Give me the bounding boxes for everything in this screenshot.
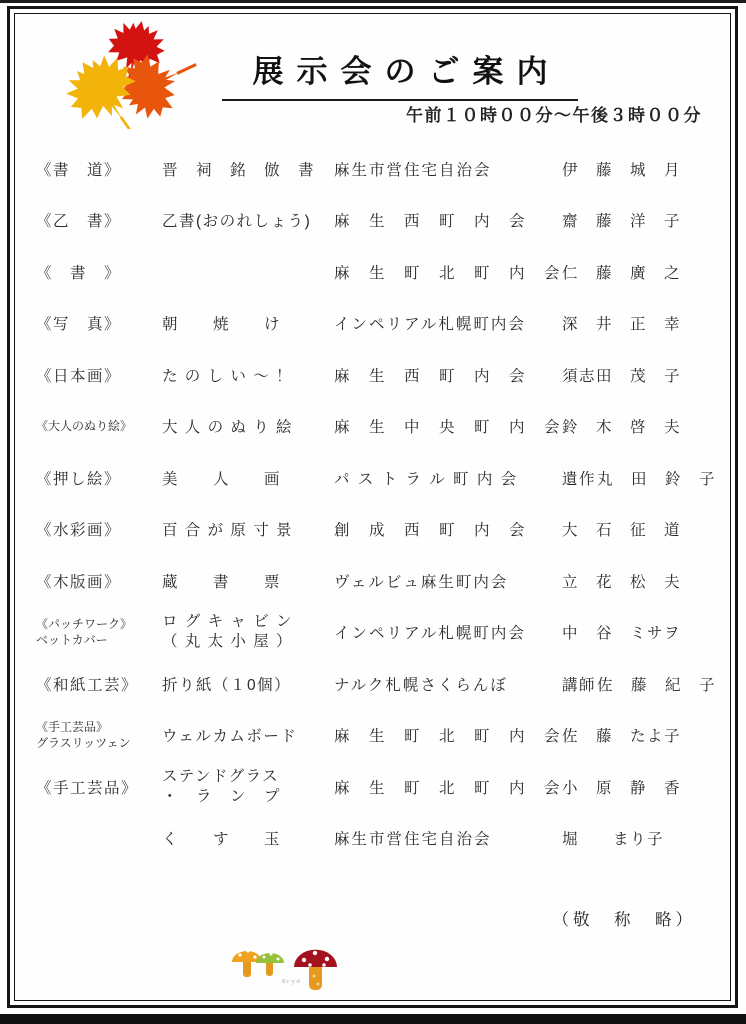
artist-name-text: 須志田 茂 子: [562, 367, 682, 385]
category-cell: [36, 261, 162, 283]
work-title-cell: [162, 612, 334, 652]
category-text: 《日本画》: [36, 367, 122, 385]
maple-leaves-icon: [52, 14, 202, 129]
category-cell: [36, 518, 162, 540]
association-cell: 麻 生 西 町 内 会: [334, 367, 527, 385]
small-orange-mushroom: [232, 949, 262, 977]
artist-name-text: 中 谷 ミサヲ: [562, 625, 682, 643]
category-cell: [36, 158, 162, 180]
association-cell: ヴェルビュ麻生町内会: [334, 573, 509, 591]
work-title-line2: ・ ラ ン プ: [162, 787, 282, 805]
work-title-cell: [162, 518, 334, 540]
association-cell: 麻 生 町 北 町 内 会: [334, 779, 562, 797]
artist-name-cell: [556, 776, 712, 798]
scan-edge-top: [0, 0, 746, 3]
table-row: [36, 761, 712, 813]
category-cell: [36, 673, 162, 695]
association-cell: インペリアル札幌町内会: [334, 316, 526, 334]
artist-name-cell: [556, 621, 712, 643]
work-title-line2: （ 丸 太 小 屋 ）: [162, 633, 294, 651]
table-row: [36, 195, 712, 247]
work-title-cell: [162, 827, 334, 849]
work-title-cell: [162, 158, 334, 180]
artist-name-cell: [556, 364, 712, 386]
work-title-cell: [162, 724, 334, 746]
category-text: 《水彩画》: [36, 522, 122, 540]
table-row: [36, 298, 712, 350]
work-title-text: た の し い ～ ！: [162, 367, 294, 385]
artist-name-text: 佐 藤 たよ子: [562, 728, 682, 746]
table-row: [36, 658, 717, 710]
artist-name-cell: [556, 518, 712, 540]
artist-name-text: 大 石 征 道: [562, 522, 682, 540]
work-title-text: 美 人 画: [162, 470, 282, 488]
category-text-line2: グラスリッツェン: [36, 736, 131, 751]
small-green-mushroom: [256, 953, 284, 977]
table-row: [36, 452, 717, 504]
category-text: 《乙 書》: [36, 213, 122, 231]
work-title-cell: [162, 364, 334, 386]
association-cell: 麻 生 中 央 町 内 会: [334, 419, 562, 437]
category-text: 《手工芸品》: [36, 779, 139, 797]
association-cell: パ ス ト ラ ル 町 内 会: [334, 470, 519, 488]
category-text: 《大人のぬり絵》: [36, 419, 133, 434]
category-cell: [36, 312, 162, 334]
table-row: [36, 607, 712, 659]
category-cell: [36, 776, 162, 798]
category-cell: [36, 209, 162, 231]
category-text: 《パッチワーク》: [36, 617, 133, 632]
artist-name-text: 小 原 静 香: [562, 779, 682, 797]
table-row: [36, 246, 712, 298]
association-cell: 創 成 西 町 内 会: [334, 522, 527, 540]
table-row: [36, 143, 712, 195]
category-text: 《押し絵》: [36, 470, 122, 488]
work-title-text: ステンドグラス: [162, 767, 280, 785]
artist-name-text: 佐 藤 紀 子: [597, 676, 717, 694]
table-row: [36, 349, 712, 401]
work-title-text: 蔵 書 票: [162, 573, 282, 591]
category-text: 《写 真》: [36, 316, 122, 334]
table-row: [36, 504, 712, 556]
work-title-text: ウェルカムボード: [162, 728, 298, 746]
category-text: 《和紙工芸》: [36, 676, 139, 694]
artist-name-text: 立 花 松 夫: [562, 573, 682, 591]
work-title-text: 朝 焼 け: [162, 316, 282, 334]
artist-name-text: 仁 藤 廣 之: [562, 264, 682, 282]
table-row: [36, 813, 712, 865]
work-title-cell: [162, 570, 334, 592]
category-text-line2: ベットカバー: [36, 633, 108, 648]
association-cell: 麻生市営住宅自治会: [334, 831, 492, 849]
category-cell: [36, 616, 162, 648]
association-cell: インペリアル札幌町内会: [334, 625, 526, 643]
artist-name-cell: [556, 673, 716, 695]
artist-name-cell: [556, 724, 712, 746]
work-title-cell: [162, 467, 334, 489]
artist-name-text: 堀 まり子: [562, 831, 665, 849]
artist-name-text: 深 井 正 幸: [562, 316, 682, 334]
work-title-text: ロ グ キ ャ ビ ン: [162, 613, 294, 631]
work-title-text: 晋 祠 銘 倣 書: [162, 161, 316, 179]
work-title-cell: [162, 415, 334, 437]
honorifics-omitted-note: （敬 称 略）: [552, 911, 696, 929]
artist-name-cell: [556, 570, 712, 592]
table-row: [36, 555, 712, 607]
category-text: 《木版画》: [36, 573, 122, 591]
category-text: 《 書 》: [36, 264, 122, 282]
artist-name-text: 丸 田 鈴 子: [597, 470, 717, 488]
association-cell: ナルク札幌さくらんぼ: [334, 676, 508, 694]
category-cell: [36, 570, 162, 592]
association-cell: 麻 生 西 町 内 会: [334, 213, 527, 231]
artist-name-text: 伊 藤 城 月: [562, 161, 682, 179]
name-prefix-text: 講師: [562, 676, 597, 694]
table-row: [36, 401, 712, 453]
name-prefix-text: 遺作: [562, 470, 597, 488]
exhibit-list: [36, 143, 717, 864]
table-row: [36, 710, 712, 762]
association-cell: 麻 生 町 北 町 内 会: [334, 728, 562, 746]
artist-name-cell: [556, 827, 712, 849]
category-text: 《手工芸品》: [36, 720, 109, 735]
work-title-text: 折り紙（１0個）: [162, 676, 292, 694]
work-title-text: 百 合 が 原 寸 景: [162, 522, 294, 540]
category-cell: [36, 719, 162, 751]
work-title-cell: [162, 209, 334, 231]
page-title: 展示会のご案内: [222, 46, 578, 101]
artist-name-cell: [556, 209, 712, 231]
exhibition-hours: 午前１０時００分～午後３時００分: [406, 106, 702, 125]
association-cell: 麻 生 町 北 町 内 会: [334, 264, 562, 282]
work-title-text: 大 人 の ぬ り 絵: [162, 419, 294, 437]
artist-name-cell: [556, 415, 712, 437]
work-title-text: く す 玉: [162, 831, 282, 849]
work-title-cell: [162, 312, 334, 334]
category-cell: [36, 364, 162, 386]
artist-name-cell: [556, 312, 712, 334]
category-cell: [36, 418, 162, 434]
work-title-cell: [162, 767, 334, 807]
artist-name-cell: [556, 467, 716, 489]
artist-signature-text: ©ｃｙｄ: [282, 979, 301, 985]
category-text: 《書 道》: [36, 161, 122, 179]
artist-name-text: 齋 藤 洋 子: [562, 213, 682, 231]
work-title-text: 乙書(おのれしょう): [162, 213, 312, 231]
artist-name-text: 鈴 木 啓 夫: [562, 419, 682, 437]
scan-edge-bottom: [0, 1014, 746, 1024]
artist-name-cell: [556, 158, 712, 180]
category-cell: [36, 467, 162, 489]
association-cell: 麻生市営住宅自治会: [334, 161, 492, 179]
work-title-cell: [162, 673, 334, 695]
artist-name-cell: [556, 261, 712, 283]
mushrooms-icon: [214, 936, 346, 1000]
